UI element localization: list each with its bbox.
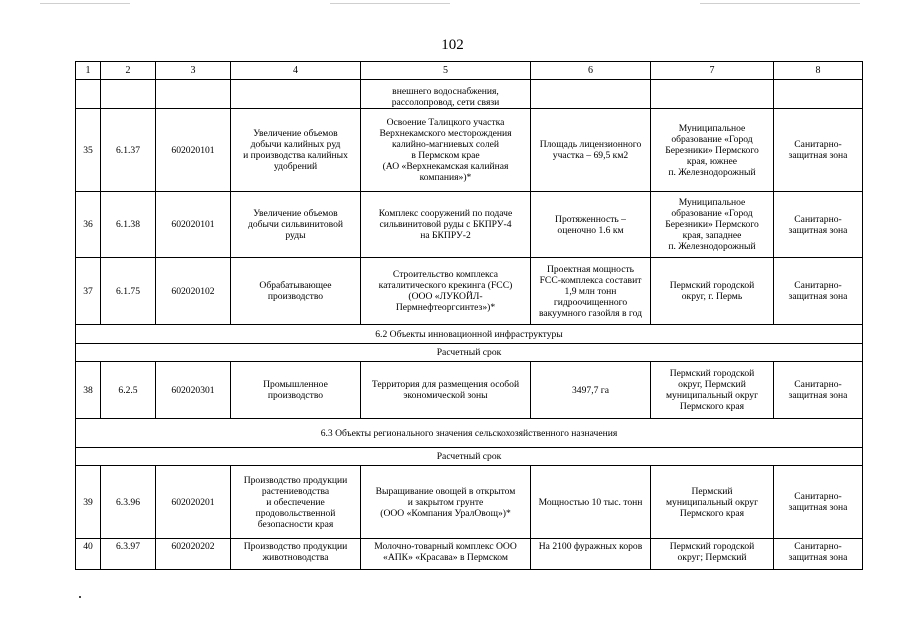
purpose-cell: Производство продукции растениеводства и обеспечение продовольственной безопасности края <box>231 466 361 539</box>
row-number-cell: 35 <box>76 109 101 192</box>
purpose-cell: Промышленное производство <box>231 362 361 419</box>
term-row <box>76 344 863 362</box>
header-cell: 4 <box>231 62 361 80</box>
header-cell: 6 <box>531 62 651 80</box>
continuation-row <box>76 80 863 109</box>
objects-table <box>75 61 863 570</box>
location-cell: Муниципальное образование «Город Березники» Пермского края, западнее п. Железнодорожный <box>651 192 774 258</box>
table-row <box>76 362 863 419</box>
zone-cell: Санитарно- защитная зона <box>774 258 863 325</box>
table-cell <box>774 80 863 109</box>
row-number-cell: 37 <box>76 258 101 325</box>
table-cell <box>231 80 361 109</box>
code-cell: 6.3.96 <box>101 466 156 539</box>
row-number-cell: 40 <box>76 539 101 570</box>
characteristics-cell: Протяженность – оценочно 1.6 км <box>531 192 651 258</box>
header-cell: 5 <box>361 62 531 80</box>
zone-cell: Санитарно- защитная зона <box>774 466 863 539</box>
zone-cell: Санитарно- защитная зона <box>774 192 863 258</box>
row-number-cell: 38 <box>76 362 101 419</box>
code-cell: 6.1.75 <box>101 258 156 325</box>
table-row <box>76 466 863 539</box>
classifier-cell: 602020101 <box>156 109 231 192</box>
row-number-cell: 39 <box>76 466 101 539</box>
object-name-cell: Комплекс сооружений по подаче сильвинитовой руды с БКПРУ-4 на БКПРУ-2 <box>361 192 531 258</box>
table-cell <box>651 80 774 109</box>
header-cell: 3 <box>156 62 231 80</box>
table-cell <box>76 80 101 109</box>
characteristics-cell: На 2100 фуражных коров <box>531 539 651 570</box>
code-cell: 6.3.97 <box>101 539 156 570</box>
location-cell: Пермский муниципальный округ Пермского края <box>651 466 774 539</box>
location-cell: Пермский городской округ; Пермский <box>651 539 774 570</box>
term-heading: Расчетный срок <box>76 448 863 466</box>
characteristics-cell: Мощностью 10 тыс. тонн <box>531 466 651 539</box>
purpose-cell: Увеличение объемов добычи калийных руд и производства калийных удобрений <box>231 109 361 192</box>
object-name-cell: Освоение Талицкого участка Верхнекамского месторождения калийно-магниевых солей в Пермском крае (АО «Верхнекамская калийная компания»)* <box>361 109 531 192</box>
classifier-cell: 602020101 <box>156 192 231 258</box>
header-row <box>76 62 863 80</box>
object-name-cell: внешнего водоснабжения, рассолопровод, сети связи <box>361 80 531 109</box>
classifier-cell: 602020201 <box>156 466 231 539</box>
header-cell: 7 <box>651 62 774 80</box>
scan-edge-line <box>40 3 130 4</box>
header-cell: 8 <box>774 62 863 80</box>
term-row <box>76 448 863 466</box>
object-name-cell: Выращивание овощей в открытом и закрытом грунте (ООО «Компания УралОвощ»)* <box>361 466 531 539</box>
table-row <box>76 539 863 570</box>
purpose-cell: Обрабатывающее производство <box>231 258 361 325</box>
section-heading: 6.3 Объекты регионального значения сельскохозяйственного назначения <box>76 419 863 448</box>
code-cell: 6.2.5 <box>101 362 156 419</box>
purpose-cell: Производство продукции животноводства <box>231 539 361 570</box>
section-heading-row <box>76 325 863 344</box>
location-cell: Муниципальное образование «Город Березники» Пермского края, южнее п. Железнодорожный <box>651 109 774 192</box>
code-cell: 6.1.37 <box>101 109 156 192</box>
table-row <box>76 258 863 325</box>
term-heading: Расчетный срок <box>76 344 863 362</box>
section-heading-row <box>76 419 863 448</box>
characteristics-cell: 3497,7 га <box>531 362 651 419</box>
classifier-cell: 602020202 <box>156 539 231 570</box>
header-cell: 2 <box>101 62 156 80</box>
scan-speck <box>79 596 81 598</box>
classifier-cell: 602020301 <box>156 362 231 419</box>
page-number: 102 <box>441 37 464 53</box>
row-number-cell: 36 <box>76 192 101 258</box>
table-row <box>76 109 863 192</box>
zone-cell: Санитарно- защитная зона <box>774 362 863 419</box>
zone-cell: Санитарно- защитная зона <box>774 539 863 570</box>
table-cell <box>101 80 156 109</box>
section-heading: 6.2 Объекты инновационной инфраструктуры <box>76 325 863 344</box>
scan-edge-line <box>330 3 450 4</box>
header-cell: 1 <box>76 62 101 80</box>
table-row <box>76 192 863 258</box>
table-cell <box>531 80 651 109</box>
object-name-cell: Молочно-товарный комплекс ООО «АПК» «Красава» в Пермском <box>361 539 531 570</box>
table-cell <box>156 80 231 109</box>
characteristics-cell: Площадь лицензионного участка – 69,5 км2 <box>531 109 651 192</box>
scan-edge-line <box>700 3 860 4</box>
zone-cell: Санитарно- защитная зона <box>774 109 863 192</box>
object-name-cell: Строительство комплекса каталитического крекинга (FCC) (ООО «ЛУКОЙЛ- Пермнефтеоргсинтез»)* <box>361 258 531 325</box>
location-cell: Пермский городской округ, Пермский муниципальный округ Пермского края <box>651 362 774 419</box>
location-cell: Пермский городской округ, г. Пермь <box>651 258 774 325</box>
object-name-cell: Территория для размещения особой экономической зоны <box>361 362 531 419</box>
characteristics-cell: Проектная мощность FCC-комплекса составит 1,9 млн тонн гидроочищенного вакуумного газойля в год <box>531 258 651 325</box>
purpose-cell: Увеличение объемов добычи сильвинитовой руды <box>231 192 361 258</box>
code-cell: 6.1.38 <box>101 192 156 258</box>
classifier-cell: 602020102 <box>156 258 231 325</box>
